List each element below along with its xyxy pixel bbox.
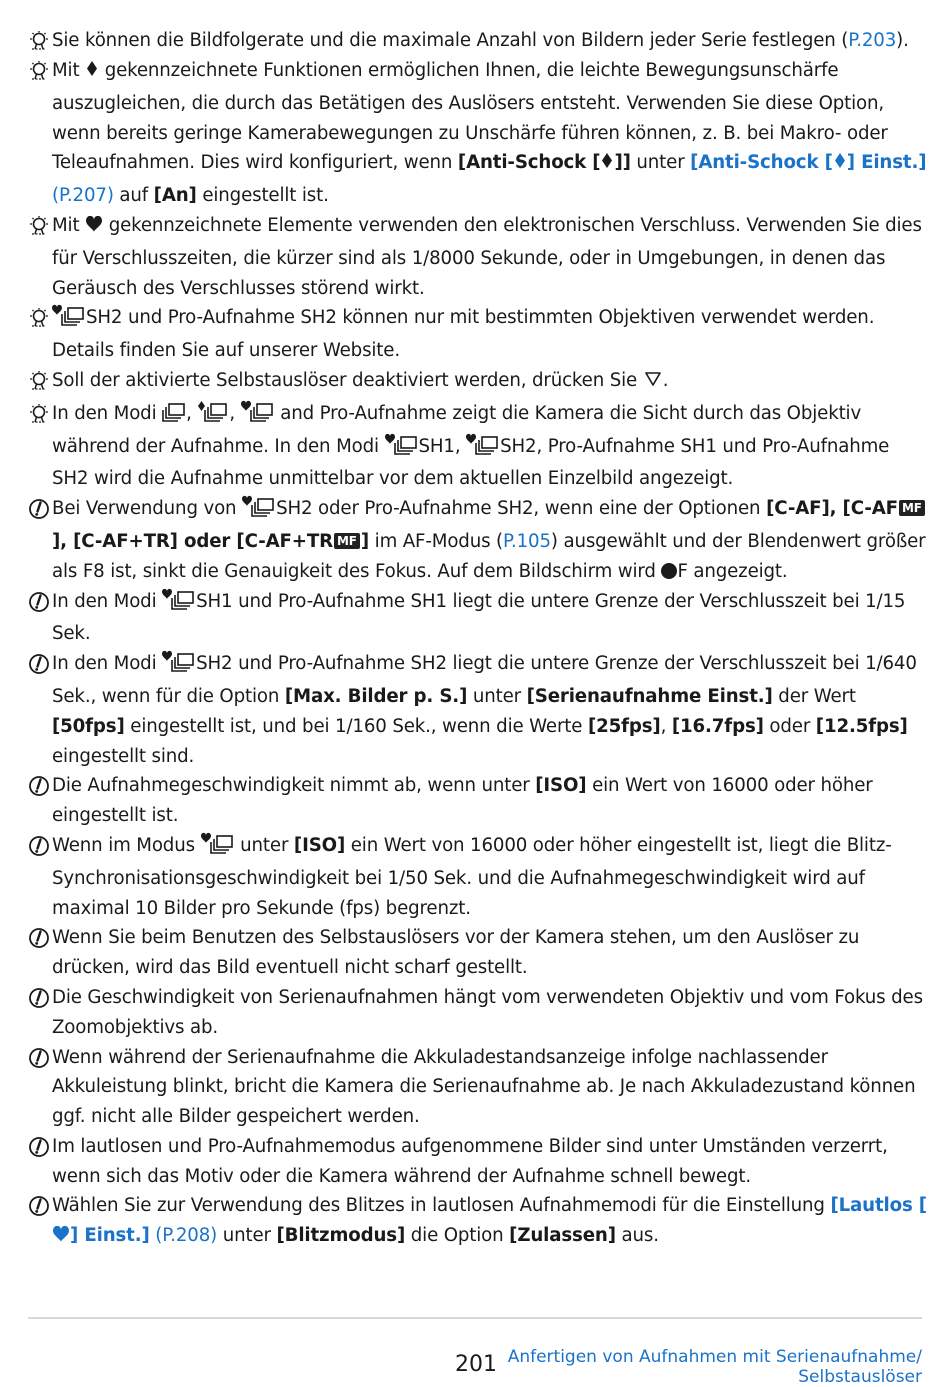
text-run: SH2 und Pro-Aufnahme SH2 liegt die untere Grenze der Verschlusszeit bei 1/640 Sek., wenn für die Option [52,653,917,707]
text-run: die Option [405,1225,510,1247]
tip-item [28,56,928,211]
menu-term: [25fps] [587,715,661,737]
caution-item [28,494,928,586]
text-run: eingestellt sind. [52,745,195,767]
silent-sequential-icon [241,400,275,432]
anti-shock-sequential-icon [197,400,229,432]
text-run: , [229,402,241,424]
text-run: SH2, Pro-Aufnahme SH1 und Pro-Aufnahme SH2 wird die Aufnahme unmittelbar vor dem aktuellen Einzelbild angezeigt. [52,435,890,490]
text-run: . [662,369,669,391]
down-arrow-icon [643,369,663,399]
text-run: eingestellt ist, und bei 1/160 Sek., wenn die Werte [124,715,588,737]
menu-link[interactable]: [Anti-Schock [ [690,152,833,174]
text-run: unter [217,1225,277,1247]
silent-sequential-icon [52,304,86,336]
menu-term: [Max. Bilder p. S.] [284,685,468,707]
caution-item [28,649,928,771]
tip-icon [28,366,52,396]
text-run: der Wert [772,685,856,707]
item-text [52,494,928,586]
caution-icon [28,1132,52,1162]
caution-icon [28,771,52,801]
text-run: Mit [52,60,86,81]
tip-icon [28,56,52,86]
item-text [52,303,928,366]
tip-icon [28,303,52,333]
caution-item [28,771,928,831]
text-run: aus. [615,1225,659,1247]
caution-item [28,1043,928,1132]
silent-sequential-icon [242,495,276,527]
item-text [52,831,928,923]
menu-term: [ISO] [535,775,587,797]
menu-term: ]] [614,152,631,174]
text-run: unter [234,834,294,856]
silent-sequential-icon [201,832,235,864]
text-run: Wenn im Modus [52,834,201,856]
section-title-line2: Selbstauslöser [798,1367,922,1387]
tip-item [28,366,928,399]
caution-item [28,1191,928,1254]
menu-term: [Blitzmodus] [276,1225,406,1247]
text-run: SH2 oder Pro-Aufnahme SH2, wenn eine der Optionen [276,498,767,520]
page-reference-link[interactable]: (P.208) [155,1225,218,1247]
caution-icon [28,923,52,953]
page-content [28,26,928,1254]
text-run: gekennzeichnete Funktionen ermöglichen Ihnen, die leichte Bewegungsunschärfe auszugleichen, die durch das Betätigen des Auslösers entsteht. Verwenden Sie diese Option, wenn bereits geringe Kamerabewegungen zu Unschärfe führen können, z. B. bei Makro- oder Teleaufnahmen. Dies wird konfiguriert, wenn [52,60,888,174]
menu-term: [Zulassen] [509,1225,616,1247]
focus-warning-dot-icon [661,563,677,579]
item-text [52,366,928,399]
tip-icon [28,26,52,56]
text-run: In den Modi [52,653,163,675]
text-run: Mit [52,214,86,236]
item-text [52,399,928,494]
menu-term: [C-AF+TR [230,530,334,552]
text-run: unter [467,685,527,707]
text-run: F angezeigt. [677,560,788,582]
item-text [52,771,928,831]
caution-icon [28,1191,52,1221]
text-run: SH1 und Pro-Aufnahme SH1 liegt die untere Grenze der Verschlusszeit bei 1/15 Sek. [52,590,906,645]
text-run: ein Wert von 16000 oder höher eingestellt ist, liegt die Blitz-Synchronisationsgeschwindigkeit bei 1/50 Sek. und die Aufnahmegeschwindigkeit wird auf maximal 10 Bilder pro Sekunde (fps) begrenzt. [52,834,892,919]
section-title [508,1347,922,1387]
text-run: ein Wert von 16000 oder höher eingestellt ist. [52,775,873,827]
text-run: Bei Verwendung von [52,498,243,520]
silent-sequential-icon [162,588,196,620]
item-text [52,1191,928,1254]
item-text [52,1132,928,1192]
text-run: SH1, [418,435,467,457]
caution-item [28,1132,928,1192]
anti-shock-icon [833,151,847,181]
menu-term: ] [360,530,370,552]
item-text [52,56,928,211]
menu-term: [Serienaufnahme Einst.] [526,685,773,707]
footer-divider [28,1317,922,1319]
page-reference-link[interactable]: P.203 [848,30,897,51]
caution-icon [28,649,52,679]
silent-sequential-icon [162,650,196,682]
menu-term: ], [C-AF+TR] [52,530,185,552]
page-reference-link[interactable]: (P.207) [52,185,114,207]
caution-item [28,587,928,650]
tip-item [28,303,928,366]
section-title-line1: Anfertigen von Aufnahmen mit Serienaufnahme/ [507,1347,922,1367]
silent-mode-icon [85,214,103,244]
caution-item [28,983,928,1043]
caution-icon [28,494,52,524]
text-run: Die Geschwindigkeit von Serienaufnahmen hängt vom verwendeten Objektiv und vom Fokus des Zoomobjektivs ab. [52,986,923,1038]
menu-term: [An] [153,185,197,207]
text-run: SH2 und Pro-Aufnahme SH2 können nur mit bestimmten Objektiven verwendet werden. Details finden Sie auf unserer Website. [52,307,875,362]
item-text [52,923,928,983]
item-text [52,587,928,650]
caution-item [28,923,928,983]
mf-badge: MF [334,533,360,549]
menu-link[interactable]: [Lautlos [ [830,1195,927,1217]
menu-link[interactable]: ] Einst.] [846,152,927,174]
silent-sequential-icon [466,433,500,465]
caution-icon [28,1043,52,1073]
text-run: auf [113,185,154,207]
text-run: , [660,715,672,737]
item-text [52,26,928,56]
caution-item [28,831,928,923]
caution-icon [28,983,52,1013]
tip-item [28,399,928,494]
silent-sequential-icon [385,433,419,465]
text-run: Im lautlosen und Pro-Aufnahmemodus aufgenommene Bilder sind unter Umständen verzerrt, wenn sich das Motiv oder die Kamera während der Aufnahme schnell bewegt. [52,1135,888,1187]
text-run: Wenn Sie beim Benutzen des Selbstauslösers vor der Kamera stehen, um den Auslöser zu drücken, wird das Bild eventuell nicht scharf gestellt. [52,927,860,979]
tip-item [28,211,928,303]
sequential-shooting-icon [162,402,186,432]
text-run: , [186,402,198,424]
text-run: ) ausgewählt und der Blendenwert größer als F8 ist, sinkt die Genauigkeit des Fokus. Auf dem Bildschirm wird [52,530,926,582]
text-run: Sie können die Bildfolgerate und die maximale Anzahl von Bildern jeder Serie festlegen ( [52,30,849,51]
anti-shock-icon [85,59,99,89]
text-run: eingestellt ist. [196,185,329,207]
text-run: and Pro-Aufnahme zeigt die Kamera die Sicht durch das Objektiv während der Aufnahme. In den Modi [52,402,862,457]
text-run: Die Aufnahmegeschwindigkeit nimmt ab, wenn unter [52,775,536,797]
page-reference-link[interactable]: P.105 [502,530,551,552]
text-run: unter [630,152,691,174]
text-run: Wenn während der Serienaufnahme die Akkuladestandsanzeige infolge nachlassender Akkuleistung blinkt, bricht die Kamera die Serienaufnahme ab. Je nach Akkuladezustand können ggf. nicht alle Bilder gespeichert werden. [52,1046,916,1128]
text-run: Soll der aktivierte Selbstauslöser deaktiviert werden, drücken Sie [52,369,643,391]
menu-term: [12.5fps] [815,715,908,737]
menu-term: [16.7fps] [671,715,764,737]
text-run: oder [763,715,816,737]
anti-shock-icon [600,151,614,181]
tip-item [28,26,928,56]
menu-term: [C-AF], [C-AF [766,498,898,520]
item-text [52,649,928,771]
text-run: im AF-Modus ( [369,530,503,552]
tip-icon [28,399,52,429]
item-text [52,983,928,1043]
text-run: Wählen Sie zur Verwendung des Blitzes in lautlosen Aufnahmemodi für die Einstellung [52,1195,831,1217]
text-run: In den Modi [52,402,163,424]
tip-icon [28,211,52,241]
item-text [52,1043,928,1132]
menu-term: [50fps] [52,715,125,737]
mf-badge: MF [899,500,925,516]
silent-mode-icon [52,1224,70,1254]
page-number: 201 [455,1352,497,1377]
menu-term: [ISO] [293,834,346,856]
text-run: ). [896,30,909,51]
menu-term: oder [184,530,231,552]
item-text [52,211,928,303]
text-run: gekennzeichnete Elemente verwenden den elektronischen Verschluss. Verwenden Sie dies für Verschlusszeiten, die kürzer sind als 1/8000 Sekunde, oder in Umgebungen, in denen das Geräusch des Verschlusses störend wirkt. [52,214,922,299]
menu-link[interactable]: ] Einst.] [70,1225,150,1247]
caution-icon [28,831,52,861]
caution-icon [28,587,52,617]
menu-term: [Anti-Schock [ [457,152,601,174]
text-run: In den Modi [52,590,163,612]
